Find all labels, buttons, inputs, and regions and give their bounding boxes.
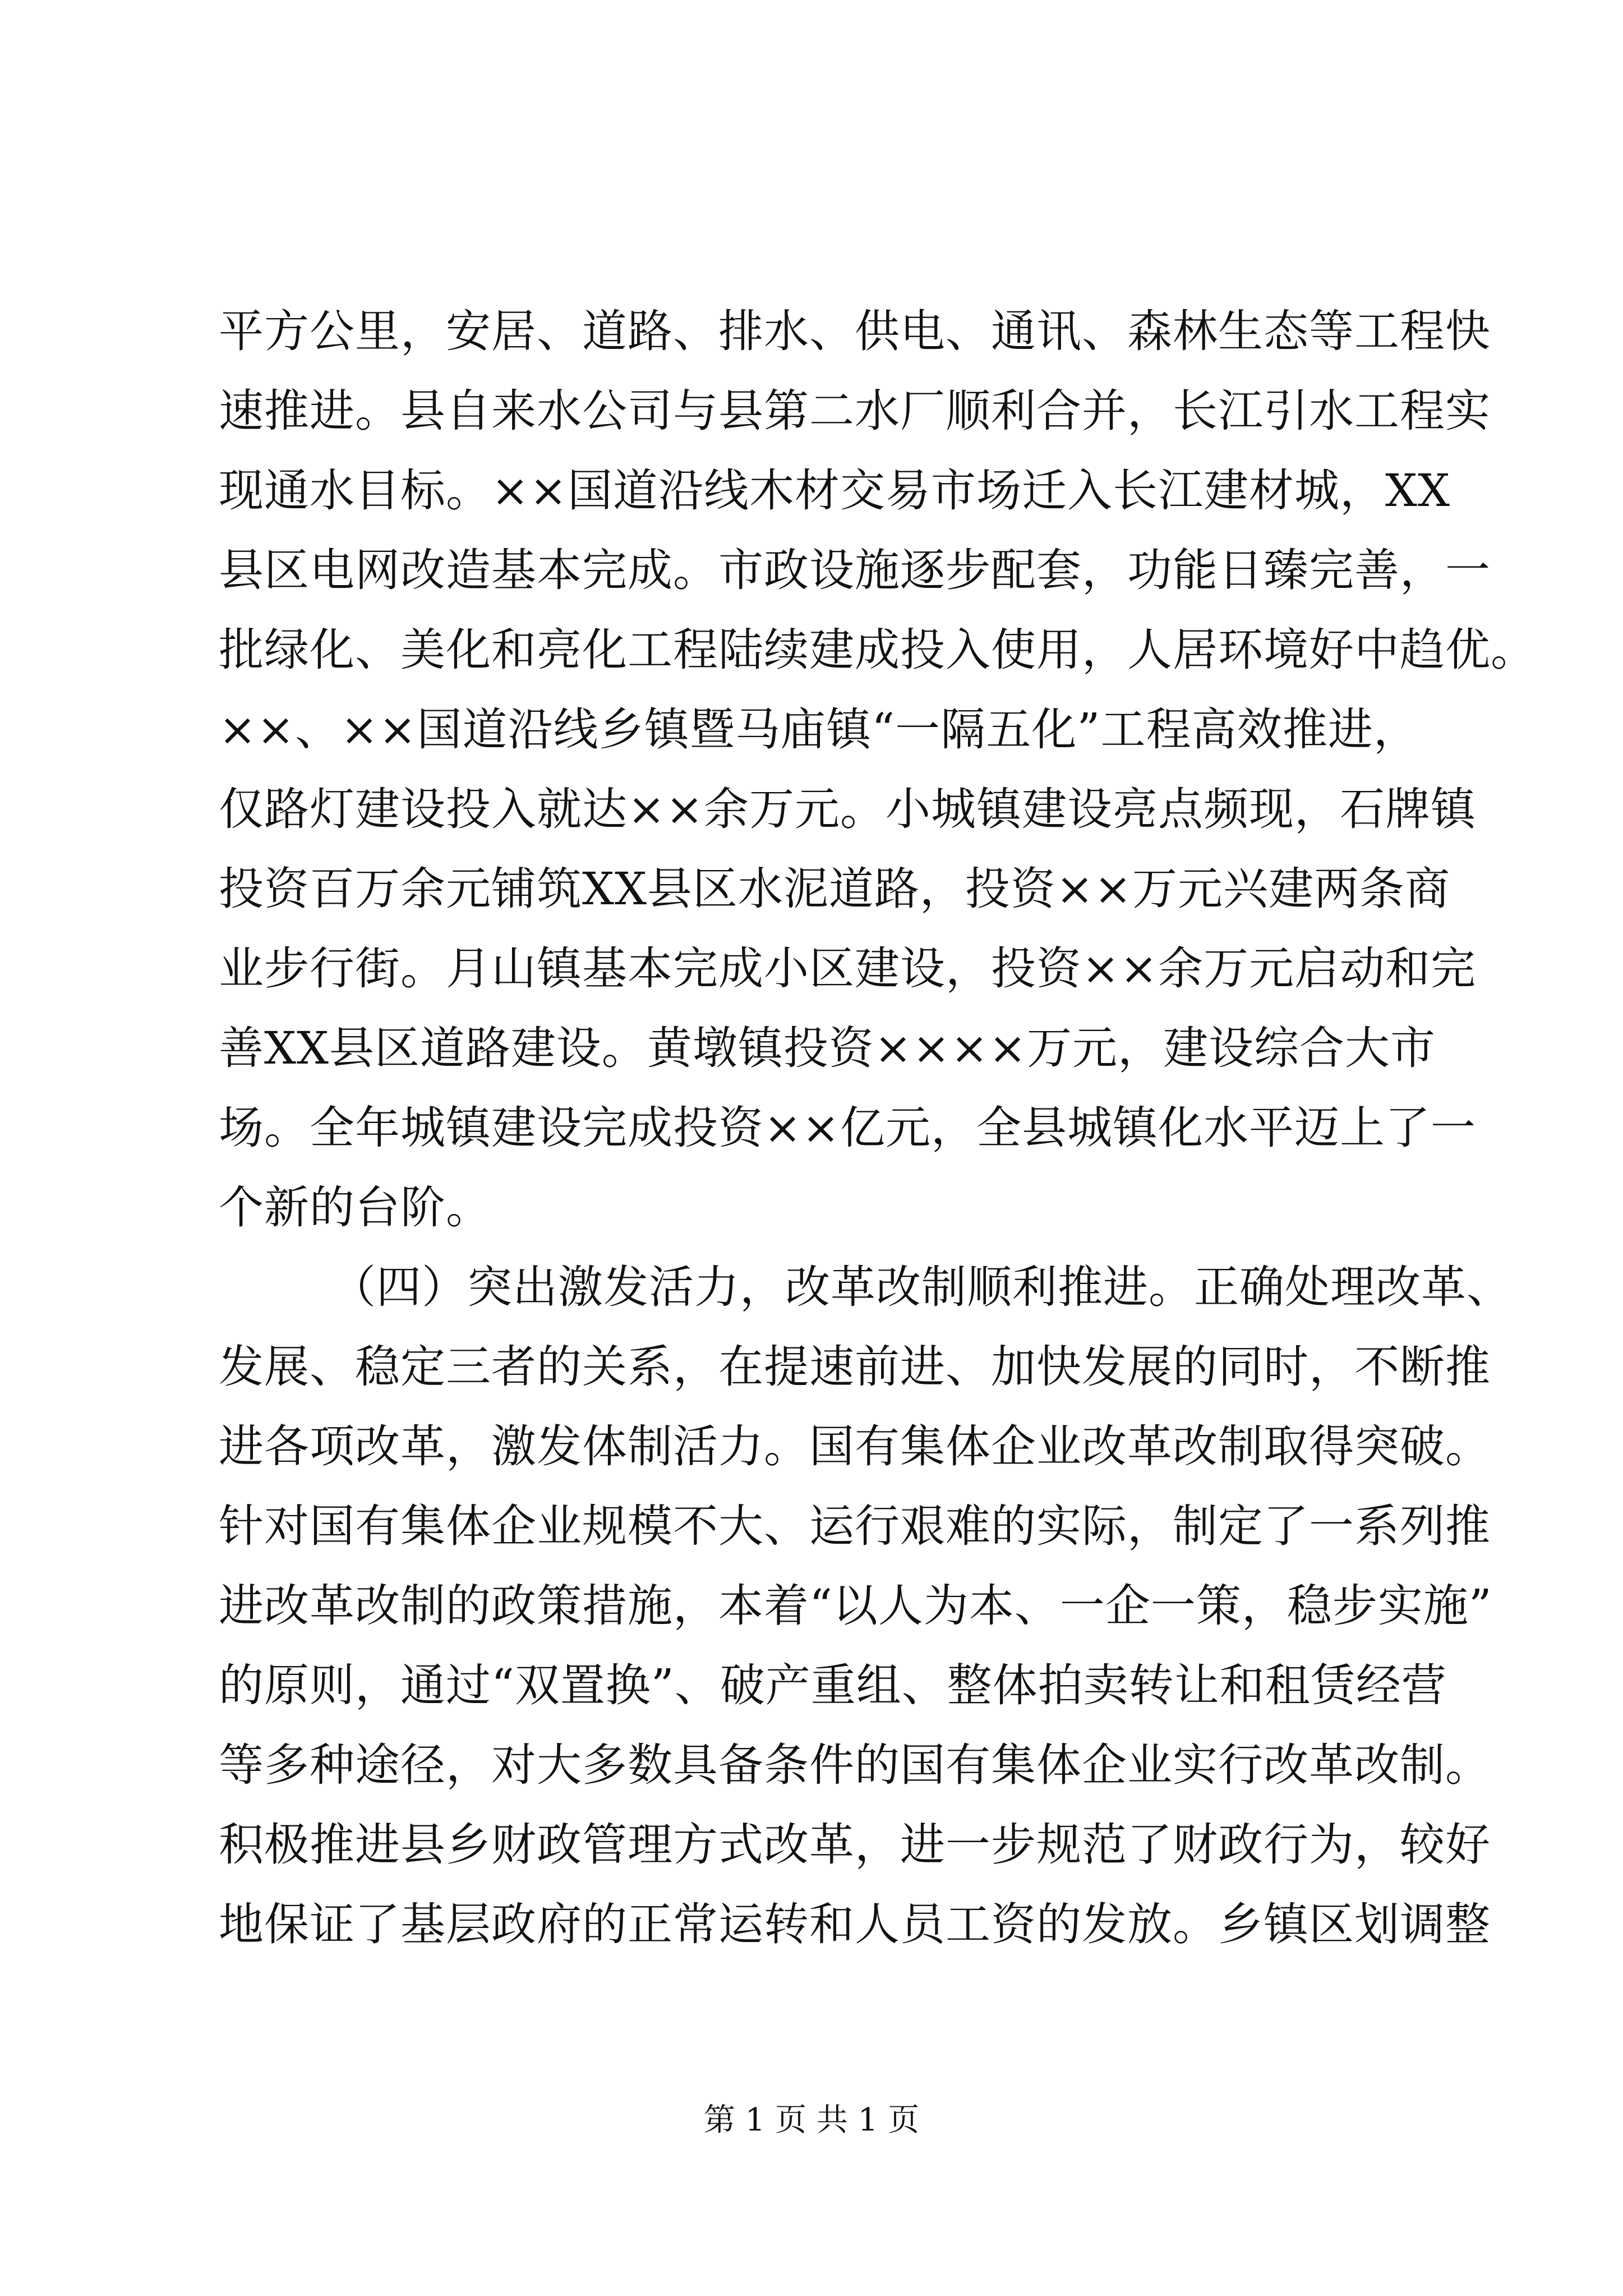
text-line: 业步行街。月山镇基本完成小区建设，投资××余万元启动和完 [219, 942, 1477, 995]
text-line: 平方公里，安居、道路、排水、供电、通讯、森林生态等工程快 [219, 305, 1491, 357]
page-number-footer: 第 1 页 共 1 页 [703, 2102, 920, 2138]
text-line: ××、××国道沿线乡镇暨马庙镇“一隔五化”工程高效推进， [219, 703, 1419, 756]
text-line-last: 个新的台阶。 [219, 1181, 491, 1234]
text-line: 场。全年城镇建设完成投资××亿元，全县城镇化水平迈上了一 [219, 1102, 1477, 1154]
text-line: 进改革改制的政策措施，本着“以人为本、一企一策，稳步实施” [219, 1580, 1492, 1632]
document-body [219, 292, 1536, 1964]
text-line: 县区电网改造基本完成。市政设施逐步配套，功能日臻完善，一 [219, 544, 1491, 596]
text-line: 善XX县区道路建设。黄墩镇投资××××万元，建设综合大市 [219, 1022, 1436, 1074]
text-line: 进各项改革，激发体制活力。国有集体企业改革改制取得突破。 [219, 1420, 1491, 1473]
text-line: 发展、稳定三者的关系，在提速前进、加快发展的同时，不断推 [219, 1341, 1491, 1393]
text-line: 积极推进县乡财政管理方式改革，进一步规范了财政行为，较好 [219, 1819, 1491, 1871]
text-line: 速推进。县自来水公司与县第二水厂顺利合并，长江引水工程实 [219, 385, 1491, 437]
text-line: 针对国有集体企业规模不大、运行艰难的实际，制定了一系列推 [219, 1500, 1491, 1552]
text-line: 投资百万余元铺筑XX县区水泥道路，投资××万元兴建两条商 [219, 863, 1450, 915]
text-line: 的原则，通过“双置换”、破产重组、整体拍卖转让和租赁经营 [219, 1659, 1447, 1711]
section-heading-line: （四）突出激发活力，改革改制顺利推进。正确处理改革、 [331, 1261, 1512, 1313]
text-line: 批绿化、美化和亮化工程陆续建成投入使用，人居环境好中趋优。 [219, 624, 1536, 676]
text-line: 等多种途径，对大多数具备条件的国有集体企业实行改革改制。 [219, 1739, 1491, 1791]
text-line: 现通水目标。××国道沿线木材交易市场迁入长江建材城，XX [219, 464, 1450, 517]
text-line: 仅路灯建设投入就达××余万元。小城镇建设亮点频现，石牌镇 [219, 783, 1477, 835]
text-line: 地保证了基层政府的正常运转和人员工资的发放。乡镇区划调整 [219, 1898, 1491, 1950]
